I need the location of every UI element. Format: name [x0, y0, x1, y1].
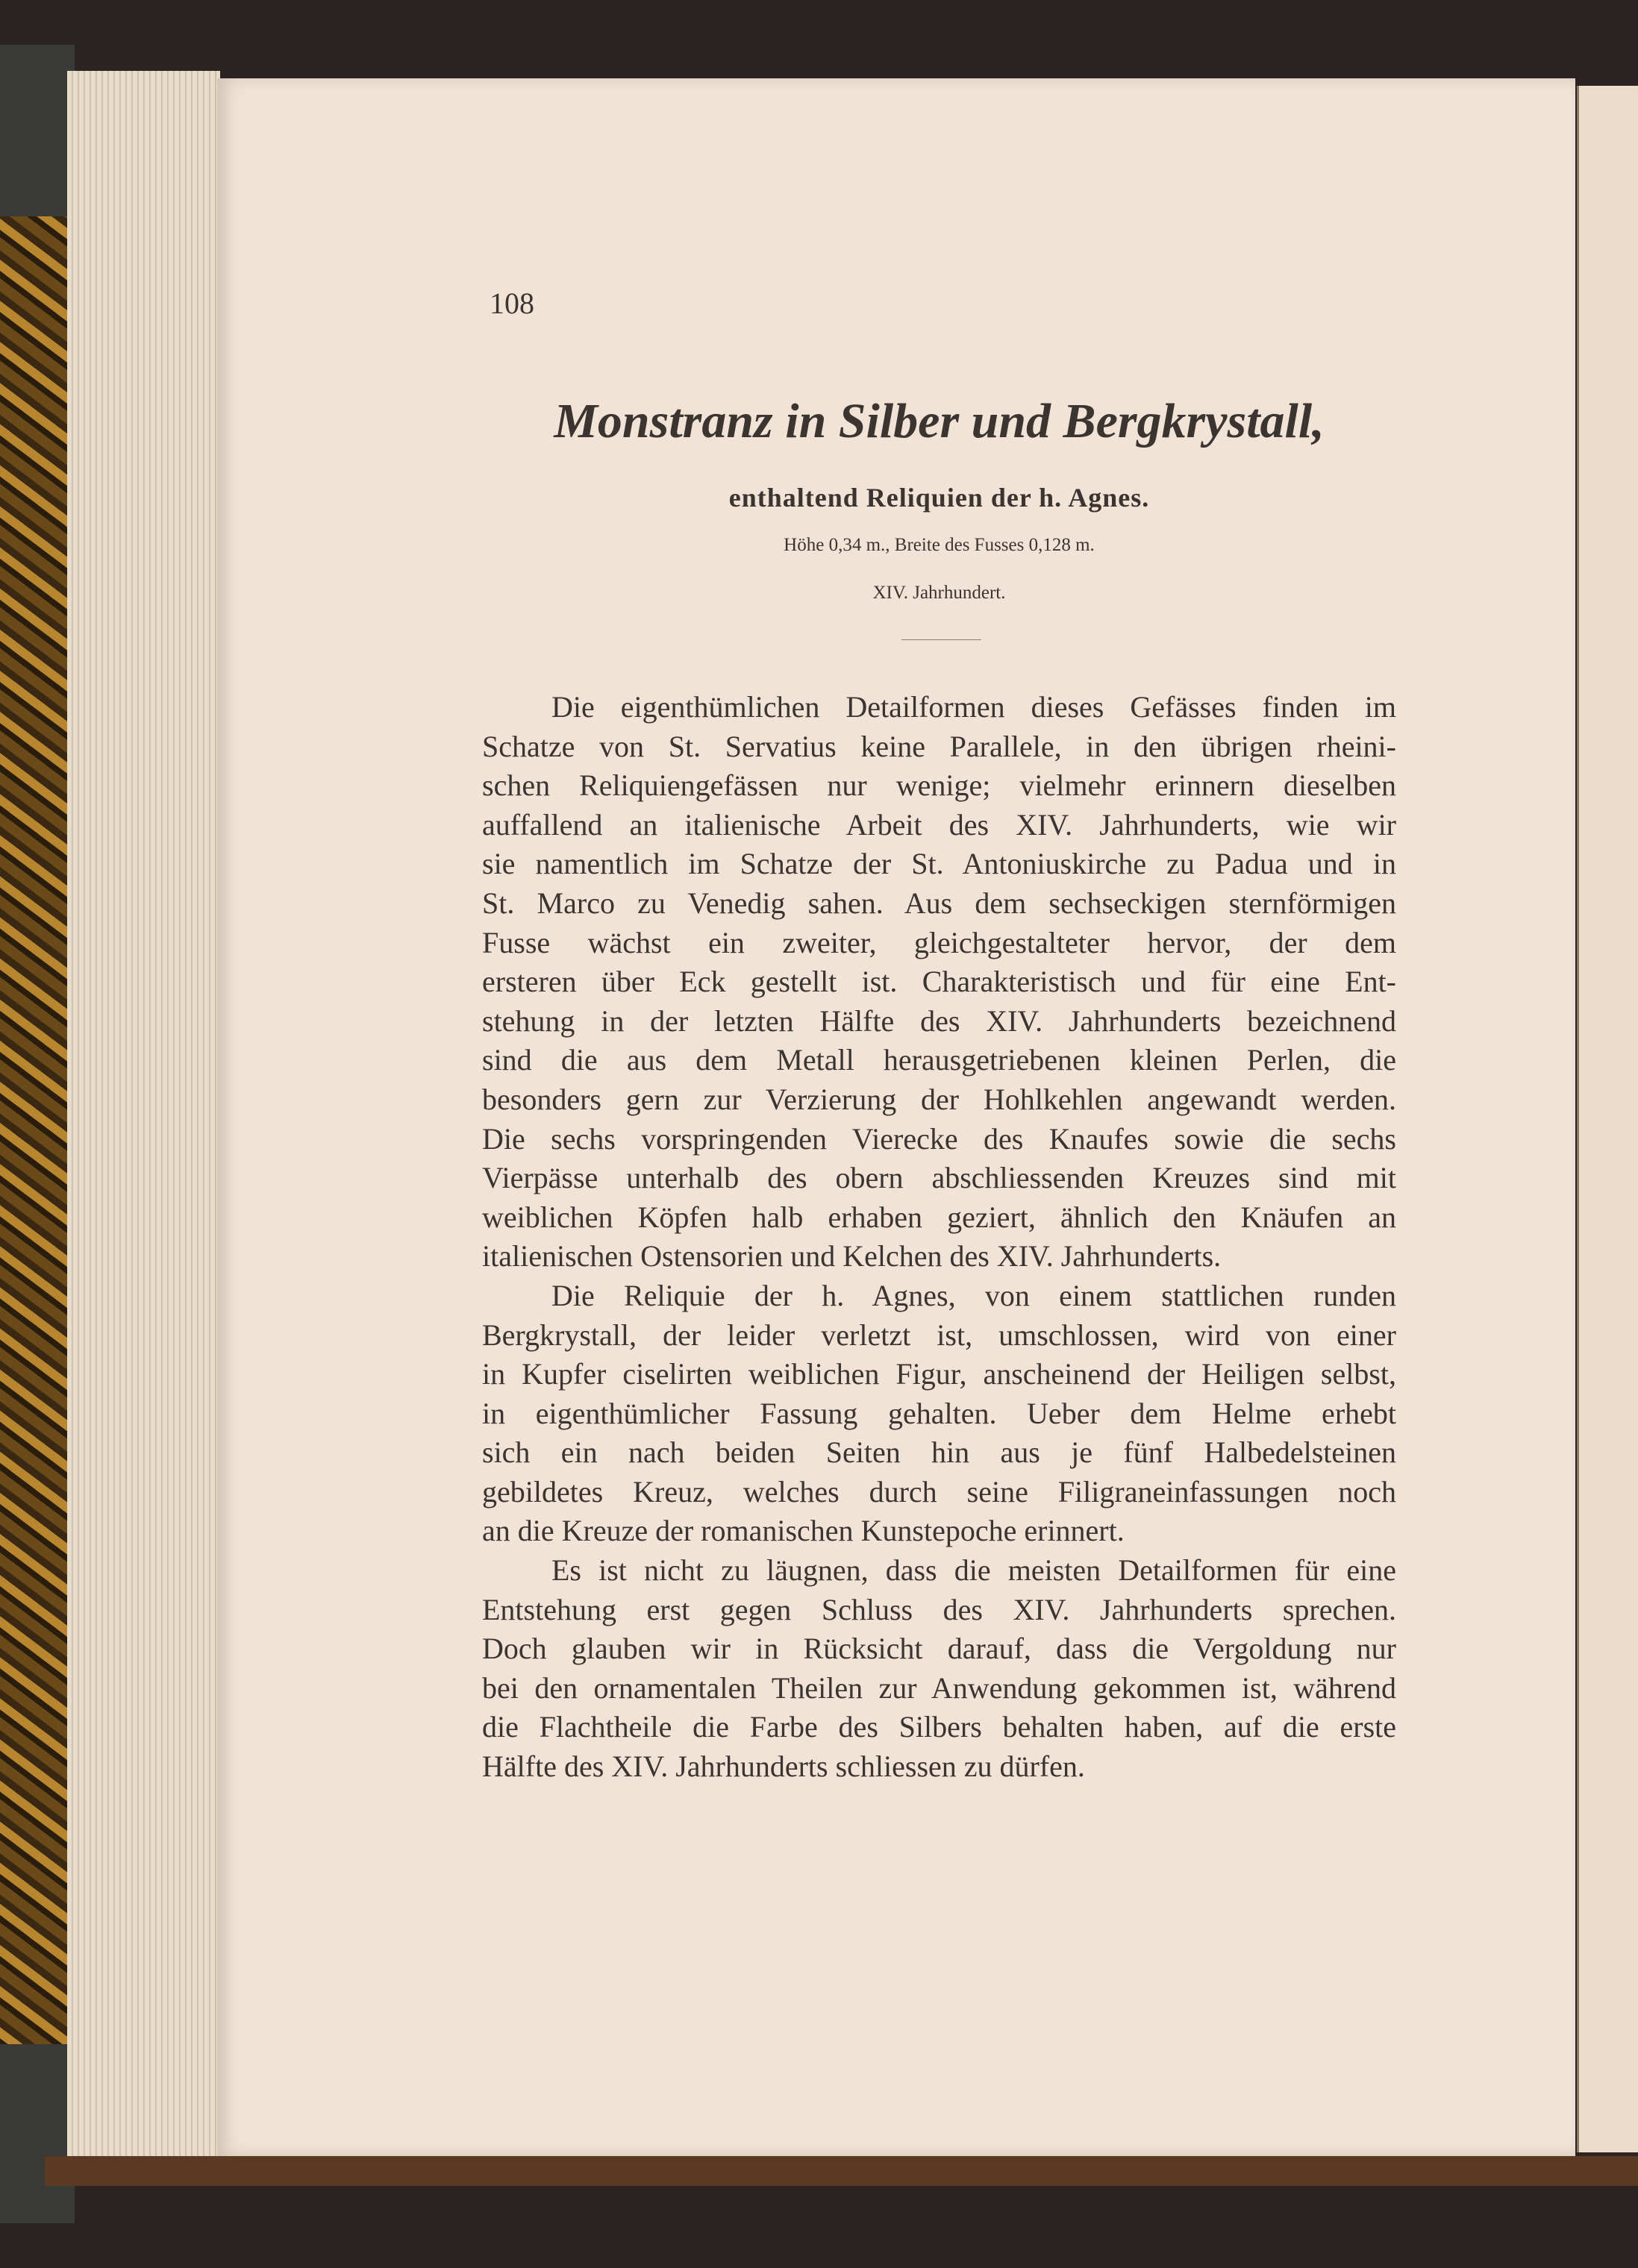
text-line: bei den ornamentalen Theilen zur Anwendung gekommen ist, während: [482, 1670, 1396, 1705]
text-line: sich ein nach beiden Seiten hin aus je fünf Halbedelsteinen: [482, 1435, 1396, 1470]
dimensions-block: [482, 533, 1396, 558]
book-bottom-edge: [45, 2156, 1638, 2186]
subtitle: enthaltend Reliquien der h. Agnes.: [728, 483, 1150, 513]
title-block: [482, 392, 1396, 451]
title: Monstranz in Silber und Bergkrystall,: [554, 394, 1325, 448]
text-line: ersteren über Eck gestellt ist. Charakteristisch und für eine Ent-: [482, 965, 1396, 999]
cover-corner-bottom: [0, 2044, 75, 2223]
facing-page-edge: [1577, 86, 1638, 2152]
text-line: Entstehung erst gegen Schluss des XIV. Jahrhunderts sprechen.: [482, 1592, 1396, 1626]
divider-rule: [901, 639, 981, 640]
text-line: in Kupfer ciselirten weiblichen Figur, anscheinend der Heiligen selbst,: [482, 1357, 1396, 1391]
text-line: Die Reliquie der h. Agnes, von einem stattlichen runden: [551, 1278, 1396, 1312]
text-line: stehung in der letzten Hälfte des XIV. Jahrhunderts bezeichnend: [482, 1003, 1396, 1038]
body-text: [482, 688, 1396, 1787]
marbled-book-cover: [0, 45, 75, 2223]
text-line: Es ist nicht zu läugnen, dass die meisten Detailformen für eine: [551, 1553, 1396, 1588]
text-line: in eigenthümlicher Fassung gehalten. Ueber dem Helme erhebt: [482, 1396, 1396, 1430]
text-line: Doch glauben wir in Rücksicht darauf, dass die Vergoldung nur: [482, 1632, 1396, 1666]
text-line: auffallend an italienische Arbeit des XIV. Jahrhunderts, wie wir: [482, 807, 1396, 842]
text-line: italienischen Ostensorien und Kelchen des XIV. Jahrhunderts.: [482, 1239, 1222, 1274]
text-line: besonders gern zur Verzierung der Hohlkehlen angewandt werden.: [482, 1082, 1396, 1116]
page-stack-edges: [67, 71, 220, 2167]
text-line: Vierpässe unterhalb des obern abschliessenden Kreuzes sind mit: [482, 1161, 1396, 1195]
text-line: die Flachtheile die Farbe des Silbers behalten haben, auf die erste: [482, 1710, 1396, 1744]
text-line: weiblichen Köpfen halb erhaben geziert, ähnlich den Knäufen an: [482, 1200, 1396, 1234]
text-line: an die Kreuze der romanischen Kunstepoche erinnert.: [482, 1514, 1125, 1548]
text-line: Die sechs vorspringenden Vierecke des Knaufes sowie die sechs: [482, 1121, 1396, 1156]
text-line: Fusse wächst ein zweiter, gleichgestalteter hervor, der dem: [482, 925, 1396, 959]
text-line: gebildetes Kreuz, welches durch seine Filigraneinfassungen noch: [482, 1474, 1396, 1509]
page-number: 108: [490, 286, 534, 320]
text-line: schen Reliquiengefässen nur wenige; vielmehr erinnern dieselben: [482, 768, 1396, 803]
subtitle-block: [482, 479, 1396, 516]
century: XIV. Jahrhundert.: [872, 583, 1006, 603]
text-line: Bergkrystall, der leider verletzt ist, umschlossen, wird von einer: [482, 1318, 1396, 1352]
text-line: sie namentlich im Schatze der St. Antoniuskirche zu Padua und in: [482, 847, 1396, 881]
text-line: Schatze von St. Servatius keine Parallele, in den übrigen rheini-: [482, 729, 1396, 763]
text-line: sind die aus dem Metall herausgetriebenen kleinen Perlen, die: [482, 1043, 1396, 1077]
cover-corner-top: [0, 45, 75, 216]
text-line: St. Marco zu Venedig sahen. Aus dem sechseckigen sternförmigen: [482, 886, 1396, 920]
text-line: Die eigenthümlichen Detailformen dieses Gefässes finden im: [551, 690, 1396, 724]
dimensions: Höhe 0,34 m., Breite des Fusses 0,128 m.: [784, 535, 1095, 555]
century-block: [482, 580, 1396, 606]
text-line: Hälfte des XIV. Jahrhunderts schliessen zu dürfen.: [482, 1749, 1085, 1784]
